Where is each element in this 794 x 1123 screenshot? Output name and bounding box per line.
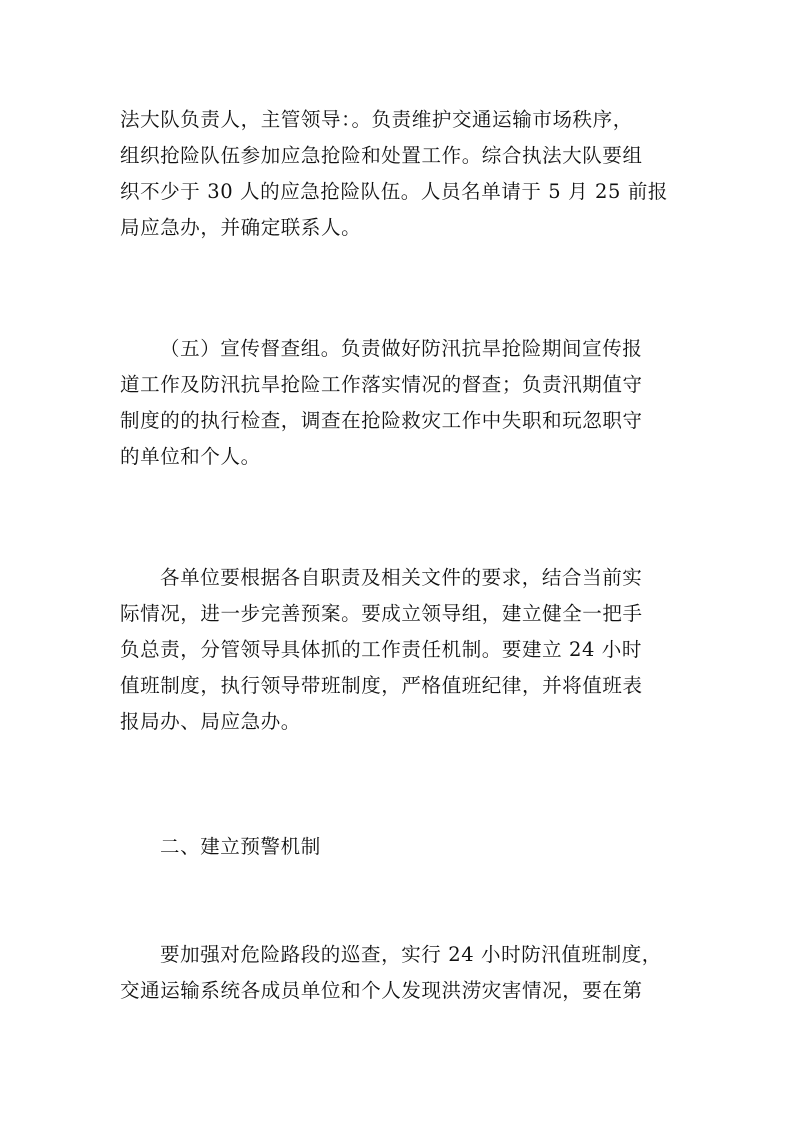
heading-line: 二、建立预警机制 [160, 835, 321, 858]
paragraph-publicity-inspection [120, 331, 680, 475]
text-line: 值班制度，执行领导带班制度，严格值班纪律，并将值班表 [120, 674, 643, 697]
text-line: 各单位要根据各自职责及相关文件的要求，结合当前实 [160, 566, 643, 589]
text-line: 局应急办，并确定联系人。 [120, 216, 362, 239]
paragraph-enforcement-team [120, 102, 680, 246]
text-line: （五）宣传督查组。负责做好防汛抗旱抢险期间宣传报 [160, 337, 643, 360]
section-heading [120, 829, 680, 865]
text-line: 道工作及防汛抗旱抢险工作落实情况的督查；负责汛期值守 [120, 373, 643, 396]
text-line: 要加强对危险路段的巡查，实行 24 小时防汛值班制度， [160, 943, 662, 966]
text-line: 的单位和个人。 [120, 445, 261, 468]
paragraph-unit-requirements [120, 560, 680, 740]
text-line: 织不少于 30 人的应急抢险队伍。人员名单请于 5 月 25 前报 [120, 180, 669, 203]
text-line: 报局办、局应急办。 [120, 710, 301, 733]
text-line: 制度的的执行检查，调查在抢险救灾工作中失职和玩忽职守 [120, 409, 643, 432]
text-line: 交通运输系统各成员单位和个人发现洪涝灾害情况，要在第 [120, 979, 643, 1002]
text-line: 际情况，进一步完善预案。要成立领导组，建立健全一把手 [120, 602, 643, 625]
text-line: 法大队负责人，主管领导：。负责维护交通运输市场秩序， [120, 108, 633, 131]
paragraph-warning-mechanism [120, 937, 680, 1009]
text-line: 负总责，分管领导具体抓的工作责任机制。要建立 24 小时 [120, 638, 643, 661]
text-line: 组织抢险队伍参加应急抢险和处置工作。综合执法大队要组 [120, 144, 643, 167]
